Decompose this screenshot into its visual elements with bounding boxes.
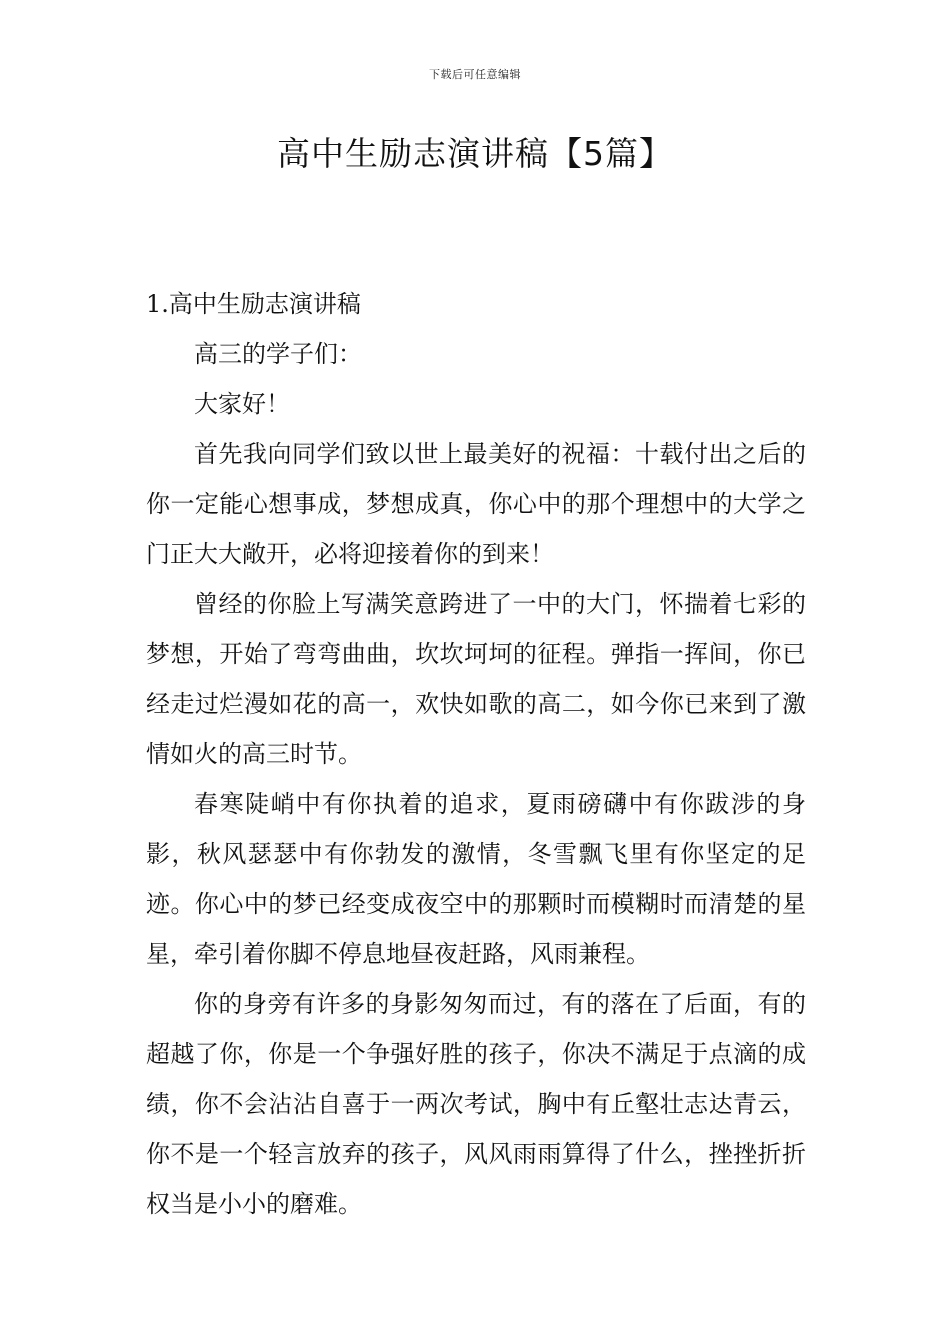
paragraph-greeting-audience: 高三的学子们： bbox=[194, 340, 362, 368]
paragraph: 首先我向同学们致以世上最美好的祝福：十载付出之后的你一定能心想事成，梦想成真，你心中的那个理想中的大学之门正大大敞开，必将迎接着你的到来！ bbox=[146, 440, 806, 568]
paragraph: 春寒陡峭中有你执着的追求，夏雨磅礴中有你跋涉的身影，秋风瑟瑟中有你勃发的激情，冬雪飘飞里有你坚定的足迹。你心中的梦已经变成夜空中的那颗时而模糊时而清楚的星星，牵引着你脚不停息地昼夜赶路，风雨兼程。 bbox=[146, 790, 806, 968]
header-note: 下载后可任意编辑 bbox=[429, 68, 521, 81]
paragraph: 你的身旁有许多的身影匆匆而过，有的落在了后面，有的超越了你，你是一个争强好胜的孩子，你决不满足于点滴的成绩，你不会沾沾自喜于一两次考试，胸中有丘壑壮志达青云，你不是一个轻言放弃的孩子，风风雨雨算得了什么，挫挫折折权当是小小的磨难。 bbox=[146, 990, 806, 1218]
document-body bbox=[146, 279, 806, 1229]
document-title: 高中生励志演讲稿【5篇】 bbox=[277, 134, 673, 173]
section-heading: 1.高中生励志演讲稿 bbox=[146, 290, 361, 318]
paragraph: 曾经的你脸上写满笑意跨进了一中的大门，怀揣着七彩的梦想，开始了弯弯曲曲，坎坎坷坷的征程。弹指一挥间，你已经走过烂漫如花的高一，欢快如歌的高二，如今你已来到了激情如火的高三时节。 bbox=[146, 590, 806, 768]
paragraph-greeting-hello: 大家好！ bbox=[194, 390, 290, 418]
